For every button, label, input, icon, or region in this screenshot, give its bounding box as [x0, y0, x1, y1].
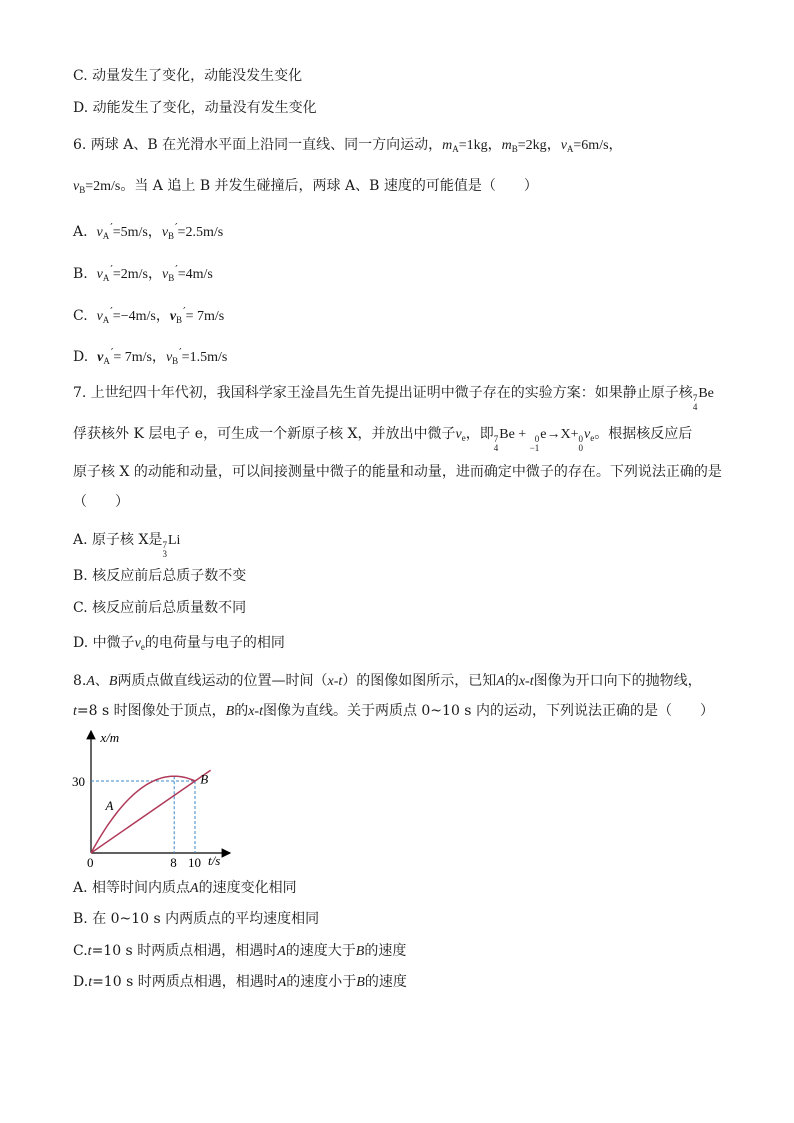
x-tick-8: 8: [170, 855, 177, 870]
q8-option-b: B. 在 0~10 s 内两质点的平均速度相同: [73, 911, 320, 927]
q7-stem-line2: 俘获核外 K 层电子 e，可生成一个新原子核 X，并放出中微子$\nu_e$，即 7 4 Be + 0 −1 e→X+ 0 0 $\nu_e$。根据核反应后: [73, 426, 693, 453]
q8-option-a: A. 相等时间内质点A的速度变化相同: [73, 880, 297, 896]
q8-stem-line2: t=8 s 时图像处于顶点，B的x-t图像为直线。关于两质点 0~10 s 内的运动，下列说法正确的是（ ）: [73, 703, 714, 719]
q5-option-d: D. 动能发生了变化，动量没有发生变化: [73, 100, 317, 116]
q8-stem-line1: 8.A、B两质点做直线运动的位置—时间（x-t）的图像如图所示，已知A的x-t图像为开口向下的抛物线，: [73, 673, 702, 689]
y-tick-30: 30: [72, 774, 85, 789]
q7-option-c: C. 核反应前后总质量数不同: [73, 600, 247, 616]
y-axis-label: x/m: [100, 730, 120, 745]
origin-label: 0: [87, 855, 94, 870]
q7-stem-line3: 原子核 X 的动能和动量，可以间接测量中微子的能量和动量，进而确定中微子的存在。下列说法正确的是: [73, 464, 722, 480]
xt-graph: [60, 725, 240, 870]
be-nuclide: 7 4: [692, 393, 698, 412]
x-tick-10: 10: [188, 855, 201, 870]
q7-option-d: D. 中微子$\nu_e$的电荷量与电子的相同: [73, 635, 285, 652]
q7-stem-line1: 7. 上世纪四十年代初，我国科学家王淦昌先生首先提出证明中微子存在的实验方案：如果静止原子核 7 4 Be: [73, 385, 714, 412]
q7-option-b: B. 核反应前后总质子数不变: [73, 568, 247, 584]
q6-option-a: A. $v_A'=5m/s$，$v_B'=2.5m/s$: [73, 221, 224, 241]
q8-option-c: C.t=10 s 时两质点相遇，相遇时A的速度大于B的速度: [73, 943, 407, 959]
q6-stem-line1: 6. 两球 A、B 在光滑水平面上沿同一直线、同一方向运动，$m_A=1kg$，$m_B=2kg$，$v_A=6m/s$，: [73, 137, 623, 154]
q5-option-c: C. 动量发生了变化，动能没发生变化: [73, 68, 303, 84]
q6-stem-line2: $v_B=2m/s$。当 A 追上 B 并发生碰撞后，两球 A、B 速度的可能值是（ ）: [73, 178, 538, 195]
q6-option-b: B. $v_A'=2m/s$，$v_B'=4m/s$: [73, 263, 213, 283]
series-label-a: A: [105, 797, 114, 813]
q8-option-d: D.t=10 s 时两质点相遇，相遇时A的速度小于B的速度: [73, 974, 407, 990]
q6-option-d: D. $v_A'= 7m/s$，$v_B'=1.5m/s$: [73, 346, 228, 366]
q7-answer-paren: （ ）: [73, 494, 129, 510]
q6-option-c: C. $v_A'=-4m/s$，$v_B'= 7m/s$: [73, 305, 225, 325]
q7-option-a: A. 原子核 X是 7 3 Li: [73, 532, 181, 559]
x-axis-label: t/s: [208, 853, 221, 868]
series-label-b: B: [200, 771, 209, 787]
